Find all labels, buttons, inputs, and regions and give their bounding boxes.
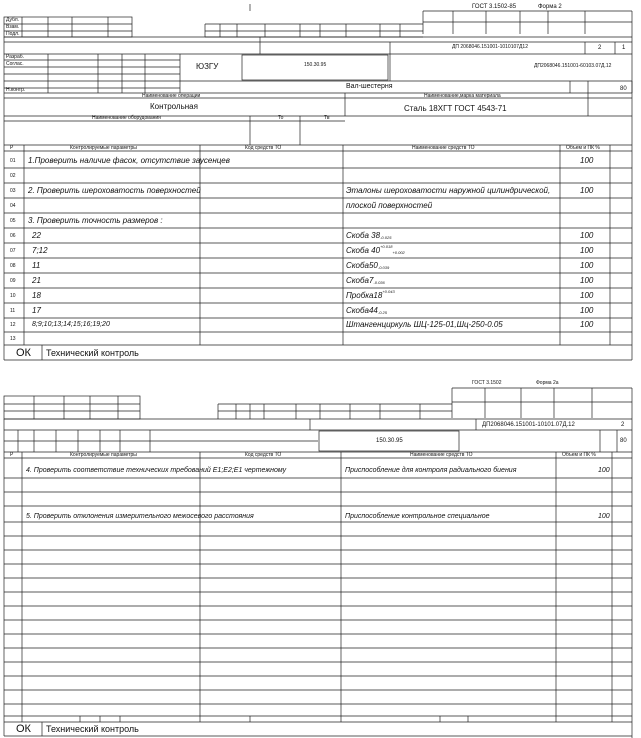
material-name: Сталь 18ХГТ ГОСТ 4543-71 [404,104,507,113]
row-volume: 100 [580,231,594,240]
doc-code: ДП 2068046.151001-1010107Д12 [452,44,528,50]
row-means: Приспособление для контроля радиального биения [345,467,517,474]
nkontr-label: Н.контр. [6,87,26,93]
col-p: Р [10,452,14,458]
row-param: 18 [32,291,41,300]
row-means: Скоба7-0.036 [346,276,385,285]
operation-name: Контрольная [150,102,198,111]
row-number: 08 [10,263,16,269]
row-param: 3. Проверить точность размеров : [28,216,163,225]
col-means: Наименование средств ТО [412,145,475,151]
row-param: 4. Проверить соответствие технических требований Е1;Е2;Е1 чертежному [26,467,287,474]
row-number: 12 [10,322,16,328]
row-means: Скоба 38-0.025 [346,231,392,240]
dubl-label: Дубл. [6,17,19,23]
doc-code-2: ДП2068046.151001-60103.07Д.12 [534,63,612,69]
row-number: 05 [10,218,16,224]
row-means: Приспособление контрольное специальное [345,513,490,520]
soglas-label: Соглас. [6,61,24,67]
part-name: Вал-шестерня [346,83,393,90]
part-code: 150.30.95 [376,438,403,444]
ok-code: ОК [16,723,31,735]
row-number: 03 [10,188,16,194]
col-p: Р [10,145,14,151]
row-param: 8;9;10;13;14;15;16;19;20 [32,321,110,328]
to-header: То [278,115,284,121]
row-number: 02 [10,173,16,179]
ok-text: Технический контроль [46,348,139,358]
row-volume: 100 [580,291,594,300]
row-means: плоской поверхностей [346,201,433,210]
razrab-label: Разраб. [6,54,25,60]
part-number: 80 [620,438,627,444]
row-volume: 100 [580,320,594,329]
row-volume: 100 [580,276,594,285]
row-means: $Пробка18^{+0.043}$ [346,289,395,300]
equipment-header: Наименование оборудования [92,115,161,121]
row-volume: 100 [580,186,594,195]
row-means: Штангенциркуль ШЦ-125-01,Шц-250-0.05 [346,320,503,329]
col-volume: Объем и ПК % [562,452,596,458]
form-label: Форма 2а [536,380,559,386]
row-volume: 100 [598,467,610,474]
row-means: Эталоны шероховатости наружной цилиндрической, [346,186,551,195]
col-code: Код средств ТО [245,145,282,151]
org-name: ЮЗГУ [196,62,219,71]
part-code: 150.30.95 [304,62,327,68]
row-param: 5. Проверить отклонения измерительного межосевого расстояния [26,513,254,520]
col-params: Контролируемые параметры [70,145,137,151]
row-number: 11 [10,308,16,314]
col-params: Контролируемые параметры [70,452,137,458]
ok-code: ОК [16,347,31,359]
row-volume: 100 [580,261,594,270]
operation-header: Наименование операции [142,93,201,99]
row-volume: 100 [580,156,594,165]
row-volume: 100 [580,246,594,255]
form-label: Форма 2 [538,4,562,10]
part-number: 80 [620,86,627,92]
sheet-number: 2 [621,422,625,428]
row-param: 1.Проверить наличие фасок, отсутствие заусенцев [28,156,230,165]
tv-header: Тв [324,115,330,121]
row-param: 22 [32,231,41,240]
sheet-number: 1 [622,45,626,51]
gost-label: ГОСТ 3.1502-85 [472,4,517,10]
podl-label: Подл. [6,31,20,37]
row-number: 04 [10,203,16,209]
sheet-count: 2 [598,45,602,51]
row-number: 06 [10,233,16,239]
row-means: Скоба50-0.039 [346,261,390,270]
gost-label: ГОСТ 3.1502 [472,380,502,386]
row-volume: 100 [580,306,594,315]
ok-text: Технический контроль [46,724,139,734]
row-number: 01 [10,158,16,164]
row-number: 10 [10,293,16,299]
col-volume: Объем и ПК % [566,145,600,151]
row-means: Скоба $40^{+0.018}+0.002$ [346,244,405,255]
row-number: 07 [10,248,16,254]
material-header: Наименование,марка материала [424,93,501,99]
row-param: 17 [32,306,41,315]
row-volume: 100 [598,513,610,520]
row-number: 13 [10,336,16,342]
row-number: 09 [10,278,16,284]
row-param: 2. Проверить шероховатость поверхностей [28,186,201,195]
doc-code: ДП2068046.151001-10101.07Д.12 [482,422,575,428]
col-means: Наименование средств ТО [410,452,473,458]
row-param: 7;12 [32,246,48,255]
vzam-label: Взам. [6,24,20,30]
row-param: 11 [32,261,41,270]
row-means: Скоба44-0.25 [346,306,387,315]
col-code: Код средств ТО [245,452,282,458]
row-param: 21 [32,276,41,285]
